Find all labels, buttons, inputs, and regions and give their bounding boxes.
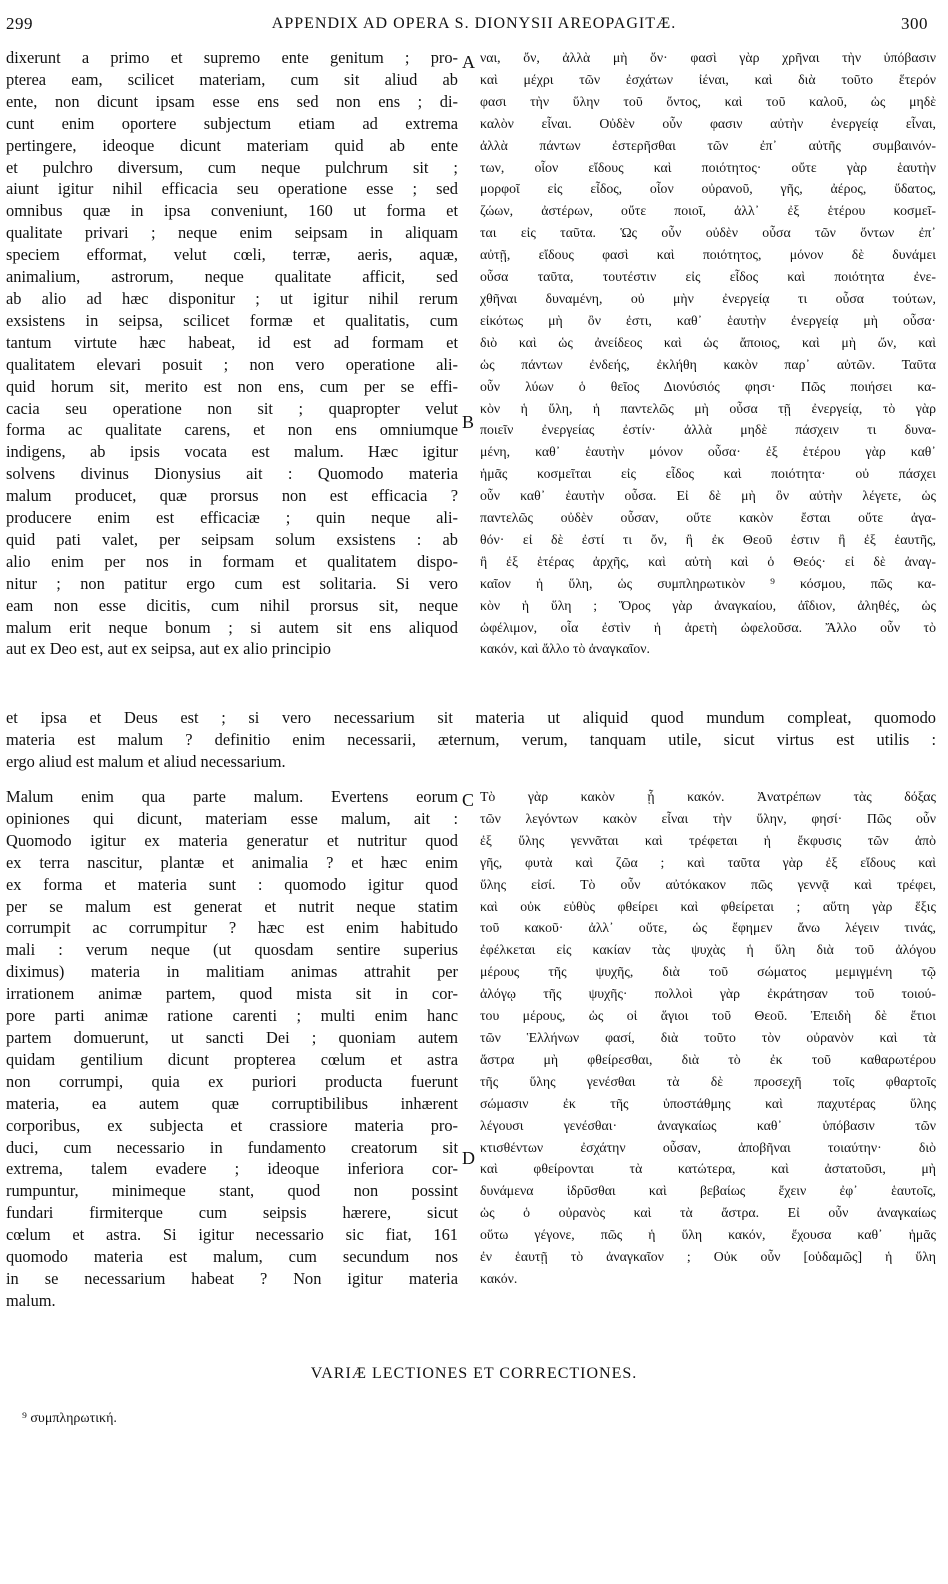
text-line: malum. bbox=[6, 1290, 56, 1310]
text-line: pterea eam, scilicet materiam, cum sit aliud ab bbox=[6, 69, 458, 89]
text-line: κακόν, καὶ ἄλλο τὸ ἀναγκαῖον. bbox=[480, 641, 650, 657]
text-line: corrumpit ac corrumpitur ? hæc est enim habitudo bbox=[6, 918, 458, 938]
running-header bbox=[0, 14, 948, 40]
text-line: μένη, καθ᾽ ἑαυτὴν μόνον οὖσα· ἐξ ἑτέρου γὰρ καθ᾽ bbox=[480, 444, 936, 460]
section-marker-b: B bbox=[462, 412, 475, 432]
text-line: cœlum et astra. Si igitur necessario sic fiat, 161 bbox=[6, 1225, 458, 1245]
text-line: diximus) materia in malitiam animas attrahit per bbox=[6, 962, 458, 982]
text-line: ergo aliud est malum et aliud necessarium. bbox=[6, 751, 286, 771]
section-marker-c: C bbox=[462, 790, 475, 810]
text-line: οὖν καθ᾽ ἑαυτὴν οὖσα. Εἰ δὲ μὴ ὂν αὐτὴν λέγετε, ὡς bbox=[480, 488, 936, 504]
text-line: δυνάμενα ἱδρῦσθαι καὶ βεβαίως ἔχειν ἐφ᾽ ἑαυτοῖς, bbox=[480, 1183, 936, 1199]
text-line: materia, ea autem quæ corruptibilibus inhærent bbox=[6, 1093, 458, 1113]
text-line: ἀλόγῳ τῆς ψυχῆς· πολλοὶ γὰρ ἐκράτησαν τοῦ τοιού- bbox=[480, 986, 936, 1002]
text-line: ται εἰς ταῦτα. Ὡς οὖν οὐδὲν οὖσα τῶν ὄντων ἐπ᾽ bbox=[480, 225, 936, 241]
variae-lectiones-heading: VARIÆ LECTIONES ET CORRECTIONES. bbox=[310, 1365, 638, 1382]
text-line: quid pati valet, per seipsam solum exsistens : ab bbox=[6, 529, 458, 549]
text-line: εἰκότως μὴ ὂν ἐστι, καθ᾽ ἑαυτὴν ἐνεργείᾳ μὴ οὖσα· bbox=[480, 312, 936, 328]
text-line: ζώων, ἀστέρων, οὔτε ποιοῖ, ἀλλ᾽ ἐξ ἑτέρου κοσμεῖ- bbox=[480, 203, 936, 219]
text-line: καῖον ἡ ὕλη, ὡς συμπληρωτικὸν ⁹ κόσμου, πῶς κα- bbox=[480, 575, 936, 591]
text-line: γῆς, φυτὰ καὶ ζῶα ; καὶ ταῦτα γὰρ ἐξ εἴδους καὶ bbox=[480, 854, 936, 870]
text-line: παντελῶς οὐδὲν οὖσαν, οὔτε κακὸν ἔσται οὔτε ἀγα- bbox=[480, 510, 936, 526]
greek-column-bottom bbox=[480, 786, 936, 1290]
text-line: τῶν Ἑλλήνων φασί, διὰ τοῦτο τὸν οὐρανὸν καὶ τὰ bbox=[480, 1029, 936, 1045]
text-line: κὸν ἡ ὕλη ; Ὅρος γὰρ ἀναγκαίου, ἀΐδιον, ἀληθές, ὡς bbox=[480, 597, 936, 613]
text-line: ἄστρα μὴ φθείρεσθαι, διὰ τὸ ἐκ τοῦ καθαρωτέρου bbox=[480, 1051, 936, 1067]
text-line: του μέρους, ὡς οἱ ἅγιοι τοῦ Θεοῦ. Ἐπειδὴ δὲ ἔτιοι bbox=[480, 1008, 936, 1024]
text-line: ὠφέλιμον, οἷα ἐστὶν ἡ ἀρετὴ ὠφελοῦσα. Ἄλλο οὖν τὸ bbox=[480, 619, 936, 635]
text-line: ex forma et materia sunt : quomodo igitur quod bbox=[6, 874, 458, 894]
text-line: ὡς ὁ οὐρανὸς καὶ τὰ ἄστρα. Εἰ οὖν ἀναγκαίως bbox=[480, 1205, 936, 1221]
page-number-right: 300 bbox=[901, 14, 928, 33]
text-line: μέρους τῆς ψυχῆς, διὰ τοῦ σώματος μεμιγμένη τῷ bbox=[480, 964, 936, 980]
text-line: ἐξ ὕλης γεννᾶται καὶ τρέφεται ἡ ἔκφυσις τῶν ἀπὸ bbox=[480, 832, 936, 848]
text-line: λέγουσι γενέσθαι· ἀναγκαίως καθ᾽ ὑπόβασιν τῶν bbox=[480, 1117, 936, 1133]
section-marker-a: A bbox=[462, 52, 475, 72]
text-line: indigens, ab ipsis vocata est malum. Hæc igitur bbox=[6, 442, 458, 462]
text-line: aut ex Deo est, aut ex seipsa, aut ex alio principio bbox=[6, 639, 331, 659]
text-line: τῶν λεγόντων κακὸν εἶναι τὴν ὕλην, φησί· Πῶς οὖν bbox=[480, 810, 936, 826]
text-line: Malum enim qua parte malum. Evertens eorum bbox=[6, 787, 458, 806]
text-line: μορφοῖ εἰς εἶδος, οἷον οὐρανοῦ, γῆς, ἀέρος, ὕδατος, bbox=[480, 181, 936, 197]
text-line: ente, non dicunt ipsam esse ens sed non ens ; di- bbox=[6, 91, 458, 111]
text-line: irrationem animæ partem, quod mista sit in cor- bbox=[6, 984, 458, 1004]
text-line: φασι τὴν ὕλην τοῦ ὄντος, καὶ τοῦ καλοῦ, ὡς μηδὲ bbox=[480, 93, 936, 109]
text-line: nitur ; non patitur ergo cum est solitaria. Si vero bbox=[6, 573, 458, 593]
text-line: mali : verum neque (ut quosdam sentire superius bbox=[6, 940, 458, 960]
text-line: partem domuerunt, ut sancti Dei ; quoniam autem bbox=[6, 1027, 458, 1047]
text-line: θόν· εἰ δὲ ἐστί τι ὄν, ἢ ἐκ Θεοῦ ἐστιν ἢ ἐξ ἑαυτῆς, bbox=[480, 531, 936, 547]
running-title: APPENDIX AD OPERA S. DIONYSII AREOPAGITÆ. bbox=[271, 15, 677, 32]
text-line: qualitate privari ; neque enim seipsam in aliquam bbox=[6, 223, 458, 243]
text-line: σώμασιν ἐκ τῆς ὑποστάθμης καὶ παχυτέρας ὕλης bbox=[480, 1095, 936, 1111]
text-line: eam non esse dicitis, cum nihil prorsus sit, neque bbox=[6, 595, 458, 615]
text-line: forma ac qualitate carens, et non ens omniumque bbox=[6, 420, 458, 440]
text-line: producere enim est efficaciæ ; quin neque ali- bbox=[6, 508, 458, 528]
text-line: exsistens in seipsa, scilicet formæ et qualitatis, cum bbox=[6, 310, 458, 330]
text-line: κακόν. bbox=[480, 1270, 518, 1286]
text-line: solvens divinus Dionysius ait : Quomodo materia bbox=[6, 464, 458, 484]
text-line: ab alio ad hæc disponitur ; ut igitur nihil rerum bbox=[6, 288, 458, 308]
text-line: quid horum sit, merito est non ens, cum per se effi- bbox=[6, 376, 458, 396]
text-line: ναι, ὄν, ἀλλὰ μὴ ὄν· φασὶ γὰρ χρῆναι τὴν ὑπόβασιν bbox=[480, 50, 936, 65]
text-line: et pulchro diversum, cum neque pulchrum sit ; bbox=[6, 157, 458, 177]
text-line: χθῆναι δυναμένη, οὐ μὴν ἐνεργείᾳ τι οὖσα τούτων, bbox=[480, 290, 936, 306]
text-line: per se malum est generat et nutrit neque statim bbox=[6, 896, 458, 916]
latin-column-top bbox=[6, 47, 458, 660]
text-line: rumpuntur, minimeque stant, quod non possint bbox=[6, 1181, 458, 1201]
text-line: corporibus, ex subjecta et crassiore materia pro- bbox=[6, 1115, 458, 1135]
text-line: aiunt igitur nihil efficacia seu operatione esse ; sed bbox=[6, 179, 458, 199]
text-line: duci, cum necessario in fundamento creatorum sit bbox=[6, 1137, 458, 1157]
text-line: καὶ οὐκ εὐθὺς φθείρει καὶ φθείρεται ; αὕτη γὰρ ἕξις bbox=[480, 898, 936, 914]
text-line: malum producet, quæ prorsus non est efficacia ? bbox=[6, 486, 458, 506]
text-line: καὶ φθείρονται τὰ κατώτερα, καὶ ἀστατοῦσι, μὴ bbox=[480, 1161, 936, 1177]
text-line: των, οἷον εἴδους καὶ ποιότητος· οὔτε γὰρ ἑαυτὴν bbox=[480, 159, 936, 175]
text-line: non corrumpi, quia ex puriori producta fuerunt bbox=[6, 1071, 458, 1091]
text-line: animalium, astrorum, neque qualitate afficit, sed bbox=[6, 267, 458, 287]
text-line: ex terra nascitur, plantæ et animalia ? et hæc enim bbox=[6, 852, 458, 872]
text-line: καὶ μέχρι τῶν ἐσχάτων ἰέναι, καὶ διὰ τοῦτο ἕτερόν bbox=[480, 71, 936, 87]
text-line: qualitatem elevari posuit ; non vero operatione ali- bbox=[6, 354, 458, 374]
text-line: τῆς ὕλης γενέσθαι τὰ δὲ προσεχῆ τοῖς φθαρτοῖς bbox=[480, 1073, 936, 1089]
text-line: ποιεῖν ἐνεργείας ἐστίν· ἀλλὰ μηδὲ πάσχειν τι δυνα- bbox=[480, 422, 936, 438]
text-line: αὐτῇ, εἴδους φασὶ καὶ ποιότητος, μόνον δὲ δυνάμει bbox=[480, 247, 936, 263]
text-line: ἡμᾶς κοσμεῖται εἰς εἶδος καὶ ποιότητα· οὐ πάσχει bbox=[480, 466, 936, 482]
text-line: διὸ καὶ ὡς ἀνείδεος καὶ ὡς ἄποιος, καὶ μὴ ὤν, καὶ bbox=[480, 334, 936, 350]
text-line: extrema, talem evadere ; ideoque inferiora cor- bbox=[6, 1159, 458, 1179]
text-line: κὸν ἡ ὕλη, ἡ παντελῶς μὴ οὖσα τῇ ἐνεργείᾳ, τὸ γὰρ bbox=[480, 400, 936, 416]
text-line: οὕτω γέγονε, πῶς ἡ ὕλη κακόν, ἔχουσα καθ᾽ ἡμᾶς bbox=[480, 1227, 936, 1243]
text-line: fundari firmiterque cum seipsis hærere, sicut bbox=[6, 1203, 458, 1223]
text-line: cunt enim oportere subjectum etiam ad extrema bbox=[6, 113, 458, 133]
latin-column-bottom bbox=[6, 786, 458, 1312]
text-line: καλὸν εἶναι. Οὐδὲν οὖν φασιν αὐτὴν ἐνεργείᾳ εἶναι, bbox=[480, 115, 936, 131]
text-line: cacia seu operatione non sit ; quapropter velut bbox=[6, 398, 458, 418]
text-line: ἀλλὰ πάντων ἐστερῆσθαι τῶν ἐπ᾽ αὐτῆς συμβαινόν- bbox=[480, 137, 936, 153]
section-marker-d: D bbox=[462, 1148, 475, 1168]
text-line: ὕλης εἰσί. Τὸ οὖν αὐτόκακον πῶς γεννᾷ καὶ τρέφει, bbox=[480, 876, 936, 892]
text-line: quidam gentilium dicunt propterea cœlum et astra bbox=[6, 1049, 458, 1069]
text-line: materia est malum ? definitio enim necessarii, æternum, verum, tanquam utile, sicut virtus est utilis : bbox=[6, 729, 936, 749]
text-line: malum erit neque bonum ; si autem sit ens aliquod bbox=[6, 617, 458, 637]
footnote: ⁹ συμπληρωτική. bbox=[22, 1411, 117, 1426]
text-line: ἢ ἐξ ἑτέρας ἀρχῆς, καὶ αὐτὴ καὶ ὁ Θεός· εἰ δὲ ἀναγ- bbox=[480, 553, 936, 569]
text-line: pore parti animæ ratione carenti ; multi enim hanc bbox=[6, 1006, 458, 1026]
page-number-left: 299 bbox=[6, 14, 33, 33]
text-line: ἐφέλκεται εἰς κακίαν τὰς ψυχὰς ἡ ὕλη διὰ τοῦ ἀλόγου bbox=[480, 942, 936, 958]
text-line: omnibus quæ in ipsa conveniunt, 160 ut forma et bbox=[6, 201, 458, 221]
text-line: Quomodo igitur ex materia generatur et nutritur quod bbox=[6, 830, 458, 850]
text-line: alio enim per nos in formam et qualitatem dispo- bbox=[6, 551, 458, 571]
text-line: ὡς πάντων ἐνδεής, ἐκλήθη κακὸν παρ᾽ αὐτῶν. Ταῦτα bbox=[480, 356, 936, 372]
text-line: ἐν ἑαυτῇ τὸ ἀναγκαῖον ; Οὐκ οὖν [οὐδαμῶς] ἡ ὕλη bbox=[480, 1249, 936, 1265]
text-line: οὖν λύων ὁ θεῖος Διονύσιός φησι· Πῶς ποιήσει κα- bbox=[480, 378, 936, 394]
text-line: pertingere, ideoque dicunt materiam quid ab ente bbox=[6, 135, 458, 155]
text-line: οὖσα ταῦτα, τουτέστιν εἰς εἶδος καὶ ποιότητα ἐνε- bbox=[480, 269, 936, 285]
text-line: τοῦ κακοῦ· ἀλλ᾽ οὔτε, ὡς ἔφημεν ἄνω λέγειν τινάς, bbox=[480, 920, 936, 936]
text-line: Τὸ γὰρ κακὸν ᾗ κακόν. Ἀνατρέπων τὰς δόξας bbox=[480, 789, 936, 804]
text-line: κτισθέντων ἐσχάτην οὖσαν, ἀποβῆναι τοιαύτην· διὸ bbox=[480, 1139, 936, 1155]
text-line: opiniones qui dicunt, materiam esse malum, ait : bbox=[6, 808, 458, 828]
text-line: et ipsa et Deus est ; si vero necessarium sit materia ut aliquid quod mundum compleat, quomodo bbox=[6, 708, 936, 727]
text-line: in se necessarium habeat ? Non igitur materia bbox=[6, 1268, 458, 1288]
text-line: quomodo materia est malum, cum secundum nos bbox=[6, 1247, 458, 1267]
text-line: speciem efformat, velut cœli, terræ, aeris, aquæ, bbox=[6, 245, 458, 265]
text-line: dixerunt a primo et supremo ente genitum ; pro- bbox=[6, 48, 458, 67]
greek-column-top bbox=[480, 47, 936, 660]
text-line: tantum virtute hæc habeat, id est ad formam et bbox=[6, 332, 458, 352]
latin-full-width-passage bbox=[6, 707, 936, 773]
